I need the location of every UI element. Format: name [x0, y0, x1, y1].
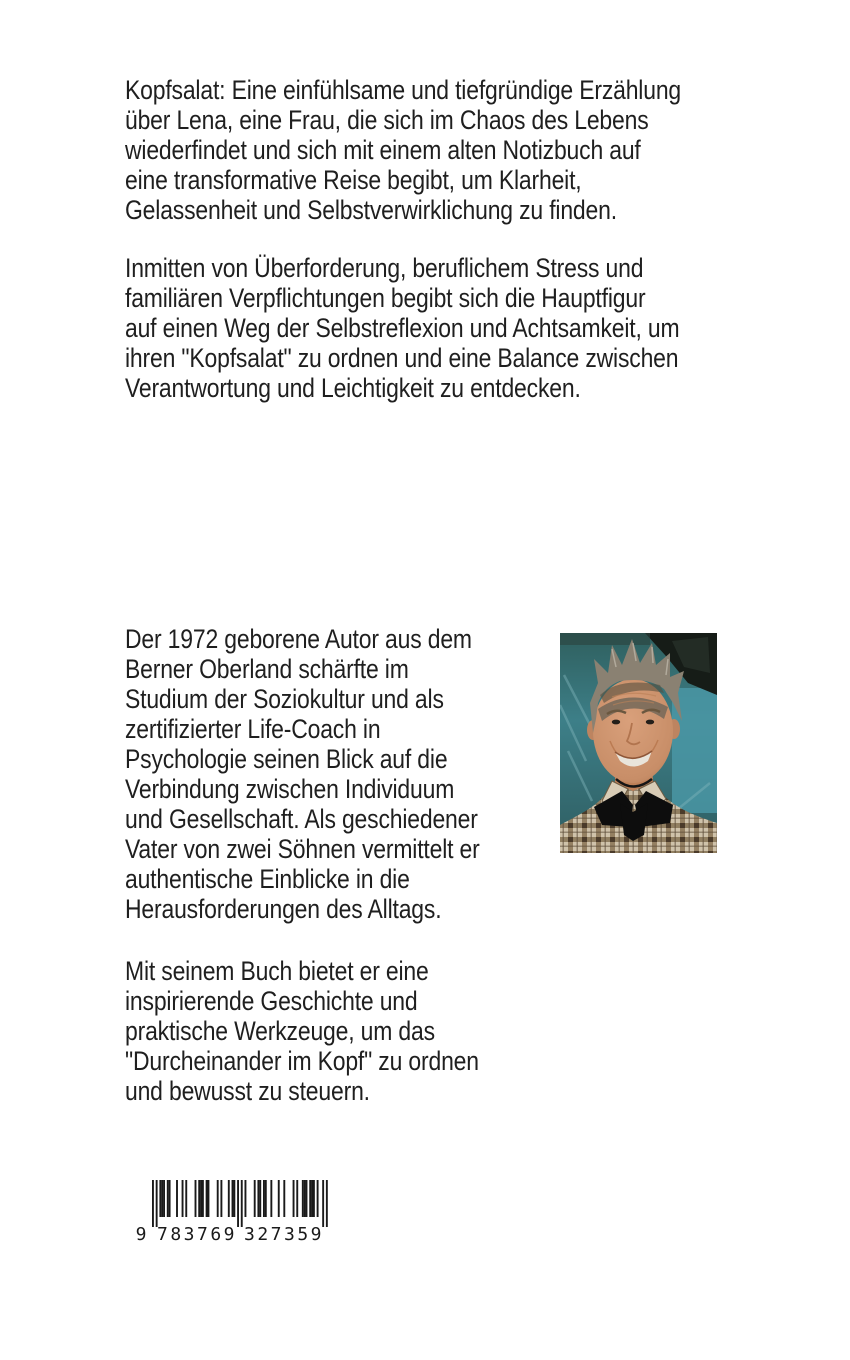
- synopsis-paragraph-2: Inmitten von Überforderung, beruflichem Stress und familiären Verpflichtungen begibt sich die Hauptfigur auf einen Weg der Selbstreflexion und Achtsamkeit, um ihren "Kopfsalat" zu ordnen und eine Balance zwischen Verantwortung und Leichtigkeit zu entdecken.: [125, 253, 680, 403]
- barcode-digits-group1: 783769: [156, 1224, 238, 1245]
- synopsis-paragraph-1: Kopfsalat: Eine einfühlsame und tiefgründige Erzählung über Lena, eine Frau, die sich im Chaos des Lebens wiederfindet und sich mit einem alten Notizbuch auf eine transformative Reise begibt, um Klarheit, Gelassenheit und Selbstverwirklichung zu finden.: [125, 75, 682, 225]
- barcode-svg: [128, 1180, 338, 1246]
- barcode-digits-group2: 327359: [243, 1224, 325, 1245]
- author-bio-paragraph-2: Mit seinem Buch bietet er eine inspirierende Geschichte und praktische Werkzeuge, um das "Durcheinander im Kopf" zu ordnen und bewusst zu steuern.: [125, 956, 479, 1106]
- barcode-digit-left: 9: [135, 1224, 149, 1245]
- author-portrait-illustration: [560, 633, 717, 853]
- photo-top-shade: [560, 633, 650, 645]
- barcode-bars: [152, 1180, 328, 1227]
- author-bio-paragraph-1: Der 1972 geborene Autor aus dem Berner Oberland schärfte im Studium der Soziokultur und als zertifizierter Life-Coach in Psychologie seinen Blick auf die Verbindung zwischen Individuum und Gesellschaft. Als geschiedener Vater von zwei Söhnen vermittelt er authentische Einblicke in die Herausforderungen des Alltags.: [125, 624, 480, 924]
- isbn-barcode: [128, 1180, 338, 1246]
- author-photo: [560, 633, 717, 853]
